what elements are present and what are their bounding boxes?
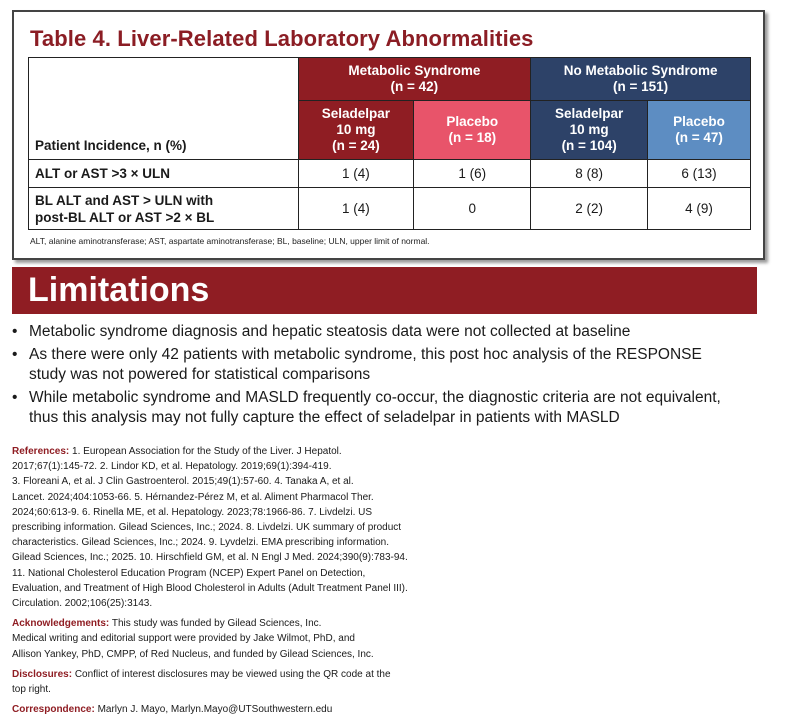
list-item — [12, 388, 772, 428]
group-n: (n = 42) — [390, 79, 439, 94]
arm-n: (n = 18) — [448, 130, 497, 145]
table-cell: 0 — [414, 188, 531, 230]
table-cell: 1 (4) — [298, 188, 414, 230]
list-item-text: Metabolic syndrome diagnosis and hepatic steatosis data were not collected at baseline — [29, 323, 631, 340]
row-label: ALT or AST >3 × ULN — [29, 160, 299, 188]
disclosures-line: top right. — [12, 684, 51, 696]
limitations-list — [12, 322, 772, 431]
acknowledgements-label: Acknowledgements: — [12, 618, 110, 630]
group-name: No Metabolic Syndrome — [563, 63, 718, 78]
bullet-icon: • — [12, 346, 18, 363]
table-cell: 1 (6) — [414, 160, 531, 188]
references-line: characteristics. Gilead Sciences, Inc.; 2024. 9. Lyvdelzi. EMA prescribing information. — [12, 537, 390, 549]
bullet-icon: • — [12, 389, 18, 406]
references-line: prescribing information. Gilead Sciences, Inc.; 2024. 8. Livdelzi. UK summary of product — [12, 522, 402, 534]
list-item-text: While metabolic syndrome and MASLD frequently co-occur, the diagnostic criteria are not equivalent, — [29, 389, 721, 406]
footer-text — [12, 444, 452, 722]
references-line: 11. National Cholesterol Education Program (NCEP) Expert Panel on Detection, — [12, 567, 366, 579]
acknowledgements-line: Allison Yankey, PhD, CMPP, of Red Nucleus, and funded by Gilead Sciences, Inc. — [12, 648, 374, 660]
arm-n: (n = 104) — [561, 138, 617, 153]
arm-header-seladelpar-ms — [298, 101, 414, 160]
row-label-line: post-BL ALT or AST >2 × BL — [35, 209, 215, 225]
references-line: Lancet. 2024;404:1053-66. 5. Hérnandez-Pérez M, et al. Aliment Pharmacol Ther. — [12, 491, 374, 503]
limitations-banner — [12, 267, 757, 314]
references-line: Gilead Sciences, Inc.; 2025. 10. Hirschfield GM, et al. N Engl J Med. 2024;390(9):783-94. — [12, 552, 408, 564]
disclosures-line: Conflict of interest disclosures may be viewed using the QR code at the — [74, 668, 391, 680]
table-cell: 2 (2) — [531, 188, 648, 230]
limitations-heading: Limitations — [28, 271, 210, 309]
table-title: Table 4. Liver-Related Laboratory Abnormalities — [30, 26, 534, 51]
correspondence-label: Correspondence: — [12, 704, 95, 716]
arm-name: Seladelpar — [321, 106, 391, 121]
lab-abnormalities-table — [28, 57, 751, 230]
group-n: (n = 151) — [613, 79, 669, 94]
corner-label: Patient Incidence, n (%) — [29, 58, 299, 160]
list-item — [12, 345, 772, 385]
table-cell: 1 (4) — [298, 160, 414, 188]
correspondence-block — [12, 702, 452, 717]
table-cell: 8 (8) — [531, 160, 648, 188]
table-cell: 6 (13) — [648, 160, 751, 188]
arm-dose: 10 mg — [569, 122, 609, 137]
references-line: 3. Floreani A, et al. J Clin Gastroenterol. 2015;49(1):57-60. 4. Tanaka A, et al. — [12, 476, 354, 488]
arm-name: Seladelpar — [554, 106, 624, 121]
table-row — [29, 188, 751, 230]
list-item-text: thus this analysis may not fully capture the effect of seladelpar in patients with MASLD — [29, 409, 620, 426]
arm-dose: 10 mg — [336, 122, 376, 137]
references-line: 1. European Association for the Study of the Liver. J Hepatol. — [72, 446, 342, 457]
group-header-no-metabolic-syndrome — [531, 58, 751, 101]
references-line: 2024;60:613-9. 6. Rinella ME, et al. Hepatology. 2023;78:1966-86. 7. Livdelzi. US — [12, 506, 373, 518]
group-header-row — [29, 58, 751, 101]
list-item-text: As there were only 42 patients with metabolic syndrome, this post hoc analysis of the RESPONSE — [29, 346, 702, 363]
row-label — [29, 188, 299, 230]
arm-header-placebo-nms — [648, 101, 751, 160]
arm-n: (n = 24) — [332, 138, 380, 153]
references-line: 2017;67(1):145-72. 2. Lindor KD, et al. Hepatology. 2019;69(1):394-419. — [12, 461, 332, 473]
table-row — [29, 160, 751, 188]
references-block — [12, 444, 452, 611]
references-line: Circulation. 2002;106(25):3143. — [12, 598, 153, 610]
bullet-icon: • — [12, 323, 18, 340]
group-name: Metabolic Syndrome — [348, 63, 481, 78]
acknowledgements-line: Medical writing and editorial support were provided by Jake Wilmot, PhD, and — [12, 633, 355, 645]
disclosures-label: Disclosures: — [12, 668, 73, 680]
references-line: Evaluation, and Treatment of High Blood Cholesterol in Adults (Adult Treatment Panel III). — [12, 582, 408, 594]
arm-header-seladelpar-nms — [531, 101, 648, 160]
arm-name: Placebo — [446, 114, 499, 129]
row-label-line: BL ALT and AST > ULN with — [35, 192, 214, 208]
arm-header-placebo-ms — [414, 101, 531, 160]
correspondence-text: Marlyn J. Mayo, Marlyn.Mayo@UTSouthwestern.edu — [97, 704, 333, 716]
group-header-metabolic-syndrome — [298, 58, 531, 101]
arm-n: (n = 47) — [675, 130, 723, 145]
list-item — [12, 322, 772, 342]
acknowledgements-block — [12, 616, 452, 662]
table-panel — [12, 10, 765, 260]
list-item-text: study was not powered for statistical comparisons — [29, 366, 371, 383]
table-cell: 4 (9) — [648, 188, 751, 230]
arm-name: Placebo — [673, 114, 725, 129]
acknowledgements-line: This study was funded by Gilead Sciences, Inc. — [111, 618, 322, 630]
references-label: References: — [12, 446, 70, 457]
table-footnote: ALT, alanine aminotransferase; AST, aspartate aminotransferase; BL, baseline; ULN, upper limit of normal. — [30, 236, 430, 246]
disclosures-block — [12, 667, 452, 697]
